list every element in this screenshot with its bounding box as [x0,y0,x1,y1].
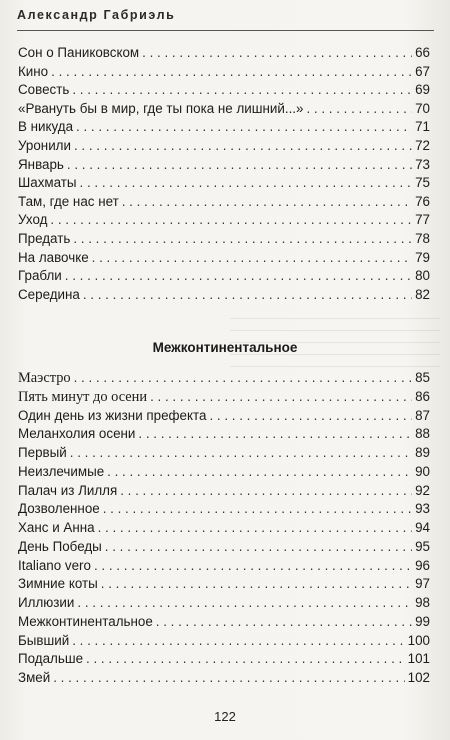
toc-entry-title: Сон о Паниковском [18,45,140,60]
dot-leader [50,211,412,230]
dot-leader [53,669,404,688]
dot-leader [74,369,412,388]
toc-entry-title: Подальше [18,651,84,667]
toc-entry [18,211,430,230]
toc-entry-page: 76 [415,193,430,209]
toc-entry-title: Январь [18,156,64,172]
dot-leader [74,137,412,156]
toc-entry [18,286,430,305]
dot-leader [51,63,412,82]
section-heading: Межконтинентальное [152,340,298,355]
toc-entry [18,463,430,482]
toc-entry-title: Первый [18,445,67,460]
toc-entry-title: Шахматы [18,175,77,191]
toc-entry-page: 102 [407,670,430,685]
toc-entry-title: Пять минут до осени [18,388,148,405]
toc-entry-page: 69 [415,82,430,98]
dot-leader [142,44,412,63]
toc-entry [18,156,430,175]
toc-entry [18,557,430,576]
toc-entry-page: 75 [415,175,430,191]
toc-section-1 [18,44,430,304]
dot-leader [209,407,412,426]
toc-entry-page: 71 [415,119,430,135]
toc-entry [18,267,430,286]
dot-leader [80,174,413,193]
toc-entry [18,632,430,651]
toc-entry-page: 94 [415,520,430,535]
toc-entry-page: 93 [415,501,430,517]
toc-entry-page: 98 [415,595,430,610]
running-head: Александр Габриэль [17,8,176,22]
page-number: 122 [214,709,236,724]
toc-entry-page: 85 [415,370,430,385]
toc-entry-page: 89 [415,445,430,460]
toc-entry-title: Дозволенное [18,501,100,517]
toc-entry-page: 79 [415,249,430,265]
toc-entry-title: Межконтинентальное [18,613,153,629]
toc-entry-title: Уход [18,212,48,228]
dot-leader [101,575,412,594]
toc-section-2 [18,369,430,688]
toc-entry-page: 77 [415,212,430,228]
dot-leader [120,482,412,501]
toc-entry-title: Маэстро [18,370,71,386]
toc-entry [18,500,430,519]
toc-entry-page: 87 [415,407,430,423]
toc-entry-page: 70 [415,100,430,116]
toc-entry-title: В никуда [18,119,74,135]
toc-entry-page: 97 [415,576,430,592]
toc-entry-title: «Рвануть бы в мир, где ты пока не лишний...» [18,100,304,116]
toc-entry [18,100,430,119]
toc-entry-page: 101 [407,651,430,667]
toc-entry-title: Кино [18,63,49,79]
dot-leader [103,500,412,519]
toc-entry-title: Неизлечимые [18,463,105,479]
toc-entry [18,425,430,444]
toc-entry-page: 92 [415,482,430,498]
toc-entry-title: На лавочке [18,249,89,265]
dot-leader [306,100,412,119]
toc-entry-title: Совесть [18,82,70,98]
toc-entry-title: Меланхолия осени [18,426,136,442]
dot-leader [70,444,412,463]
dot-leader [156,613,412,632]
toc-entry-title: Там, где нас нет [18,193,119,209]
toc-entry-page: 99 [415,613,430,629]
toc-entry-page: 73 [415,156,430,172]
toc-entry-page: 82 [415,286,430,302]
toc-entry [18,538,430,557]
toc-entry-page: 80 [415,268,430,284]
toc-entry [18,44,430,63]
toc-entry-page: 90 [415,463,430,479]
toc-entry-page: 78 [415,230,430,246]
dot-leader [67,156,412,175]
toc-entry-page: 96 [415,557,430,573]
toc-entry [18,444,430,463]
toc-entry [18,407,430,426]
toc-entry [18,137,430,156]
toc-entry [18,650,430,669]
toc-entry-title: Зимние коты [18,576,98,592]
dot-leader [76,118,412,137]
dot-leader [122,193,412,212]
toc-entry-page: 88 [415,426,430,442]
toc-entry-page: 72 [415,137,430,153]
toc-entry-title: Бывший [18,632,70,648]
toc-entry-page: 100 [407,632,430,648]
dot-leader [83,286,412,305]
toc-entry-title: Палач из Лилля [18,482,118,498]
toc-entry [18,249,430,268]
dot-leader [72,632,404,651]
toc-entry [18,575,430,594]
toc-entry [18,230,430,249]
toc-entry-title: Italiano vero [18,557,91,573]
toc-entry [18,174,430,193]
dot-leader [98,519,413,538]
toc-entry [18,594,430,613]
toc-entry [18,81,430,100]
toc-entry [18,669,430,688]
toc-entry-page: 86 [415,388,430,404]
toc-entry [18,388,430,407]
dot-leader [105,538,412,557]
toc-entry-title: Ханс и Анна [18,520,95,535]
toc-entry-page: 67 [415,63,430,79]
dot-leader [73,230,412,249]
toc-entry-title: День Победы [18,538,102,554]
toc-entry-title: Уронили [18,137,71,153]
toc-entry-title: Предать [18,230,71,246]
toc-entry-page: 66 [415,45,430,60]
toc-entry [18,193,430,212]
toc-entry-page: 95 [415,538,430,554]
dot-leader [86,650,405,669]
dot-leader [77,594,412,613]
toc-entry-title: Грабли [18,268,62,284]
dot-leader [138,425,412,444]
dot-leader [65,267,412,286]
dot-leader [150,388,412,407]
toc-entry-title: Иллюзии [18,595,75,610]
toc-entry [18,613,430,632]
dot-leader [107,463,412,482]
header-rule [17,30,434,31]
dot-leader [94,557,412,576]
toc-entry [18,482,430,501]
toc-entry [18,519,430,538]
toc-entry [18,118,430,137]
dot-leader [92,249,412,268]
toc-entry-title: Змей [18,670,51,685]
toc-entry-title: Середина [18,286,80,302]
toc-entry [18,63,430,82]
toc-entry [18,369,430,388]
toc-entry-title: Один день из жизни префекта [18,407,207,423]
dot-leader [72,81,412,100]
